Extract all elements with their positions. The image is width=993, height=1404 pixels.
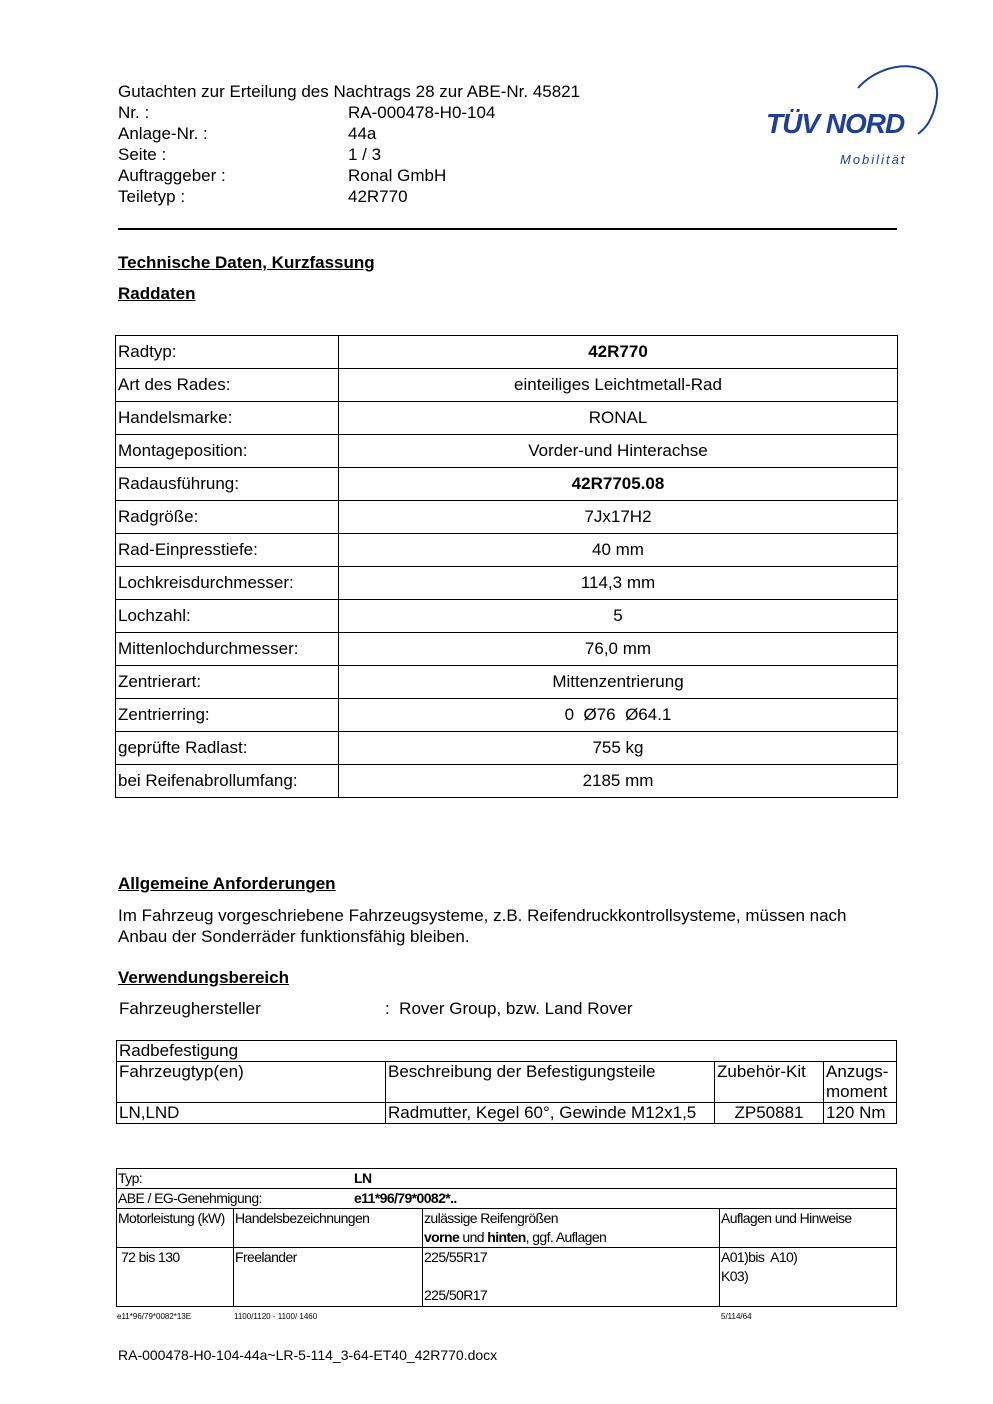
col-header-beschreibung: Beschreibung der Befestigungsteile — [386, 1062, 715, 1103]
col-header-fahrzeugtyp: Fahrzeugtyp(en) — [117, 1062, 386, 1103]
typ-footer-mid: 1100/1120 - 1100/ 1460 — [234, 1312, 318, 1321]
section-allgemeine-anforderungen: Allgemeine Anforderungen — [118, 874, 336, 893]
rad-label: Lochkreisdurchmesser: — [116, 567, 339, 600]
typ-footer-right: 5/114/64 — [721, 1312, 752, 1321]
rad-value: 0 Ø76 Ø64.1 — [339, 699, 898, 732]
rad-value: 76,0 mm — [339, 633, 898, 666]
cell-reifengroessen — [423, 1248, 720, 1307]
rad-label: Lochzahl: — [116, 600, 339, 633]
reifen-size-2: 225/50R17 — [424, 1287, 488, 1303]
logo-brand: TÜV NORD — [766, 108, 905, 139]
rad-label: Rad-Einpresstiefe: — [116, 534, 339, 567]
table-row — [117, 1248, 897, 1307]
rad-label: Radausführung: — [116, 468, 339, 501]
table-row — [117, 1103, 897, 1124]
col-header-reifengroessen — [423, 1209, 720, 1248]
cell-beschreibung: Radmutter, Kegel 60°, Gewinde M12x1,5 — [386, 1103, 715, 1124]
header-label-seite: Seite : — [118, 145, 167, 164]
section-raddaten: Raddaten — [118, 284, 196, 303]
rad-label: Art des Rades: — [116, 369, 339, 402]
col-header-anzugsmoment: Anzugs-moment — [824, 1062, 897, 1103]
abe-row — [117, 1189, 897, 1209]
radbefestigung-table — [116, 1040, 897, 1124]
typ-table — [116, 1168, 897, 1307]
table-row — [116, 567, 898, 600]
reifen-size-1: 225/55R17 — [424, 1249, 488, 1265]
rad-value: 42R770 — [339, 336, 898, 369]
rad-value: 2185 mm — [339, 765, 898, 798]
typ-value: LN — [354, 1170, 372, 1186]
header-label-auftraggeber: Auftraggeber : — [118, 166, 226, 185]
header-value-anlage: 44a — [348, 124, 377, 143]
rad-value: 755 kg — [339, 732, 898, 765]
table-row — [116, 666, 898, 699]
table-row — [116, 699, 898, 732]
fahrzeughersteller-value: : Rover Group, bzw. Land Rover — [385, 999, 633, 1018]
typ-footer-left: e11*96/79*0082*13E — [117, 1312, 192, 1321]
reifen-header-line1: zulässige Reifengrößen — [424, 1210, 558, 1226]
col-header-motorleistung: Motorleistung (kW) — [117, 1209, 234, 1248]
reifen-rest: , ggf. Auflagen — [525, 1229, 607, 1245]
rad-label: bei Reifenabrollumfang: — [116, 765, 339, 798]
rad-value: RONAL — [339, 402, 898, 435]
reifen-und: und — [459, 1229, 488, 1245]
rad-label: geprüfte Radlast: — [116, 732, 339, 765]
rad-value: Mittenzentrierung — [339, 666, 898, 699]
abe-label: ABE / EG-Genehmigung: — [118, 1190, 262, 1206]
table-row — [116, 402, 898, 435]
table-row — [117, 1062, 897, 1103]
rad-label: Zentrierring: — [116, 699, 339, 732]
section-technische-daten: Technische Daten, Kurzfassung — [118, 253, 375, 272]
typ-label: Typ: — [118, 1170, 143, 1186]
section-verwendungsbereich: Verwendungsbereich — [118, 968, 289, 987]
table-row — [117, 1189, 897, 1209]
reifen-hinten: hinten — [487, 1229, 526, 1245]
logo-subtitle: Mobilität — [840, 152, 907, 167]
header-label-teiletyp: Teiletyp : — [118, 187, 186, 206]
radbefestigung-title: Radbefestigung — [117, 1041, 897, 1062]
rad-label: Zentrierart: — [116, 666, 339, 699]
auflagen-2: K03) — [721, 1268, 749, 1284]
cell-auflagen — [720, 1248, 897, 1307]
table-row — [116, 600, 898, 633]
tuv-nord-logo — [766, 58, 941, 170]
table-row — [116, 501, 898, 534]
rad-value: einteiliges Leichtmetall-Rad — [339, 369, 898, 402]
rad-label: Mittenlochdurchmesser: — [116, 633, 339, 666]
table-row — [116, 369, 898, 402]
rad-value: 40 mm — [339, 534, 898, 567]
col-header-auflagen: Auflagen und Hinweise — [720, 1209, 897, 1248]
table-row — [116, 732, 898, 765]
reifen-header-line2 — [424, 1228, 718, 1247]
cell-motorleistung: 72 bis 130 — [117, 1248, 234, 1307]
table-row — [117, 1041, 897, 1062]
typ-row — [117, 1169, 897, 1189]
rad-label: Radtyp: — [116, 336, 339, 369]
raddaten-table — [115, 335, 898, 798]
auflagen-1: A01)bis A10) — [721, 1249, 798, 1265]
cell-anzugsmoment: 120 Nm — [824, 1103, 897, 1124]
rad-value: Vorder-und Hinterachse — [339, 435, 898, 468]
header-value-auftraggeber: Ronal GmbH — [348, 166, 447, 185]
table-row — [116, 468, 898, 501]
header-divider — [118, 228, 897, 230]
table-row — [116, 336, 898, 369]
rad-label: Handelsmarke: — [116, 402, 339, 435]
abe-value: e11*96/79*0082*.. — [354, 1190, 457, 1206]
rad-value: 114,3 mm — [339, 567, 898, 600]
document-title: Gutachten zur Erteilung des Nachtrags 28 zur ABE-Nr. 45821 — [118, 82, 581, 101]
cell-handelsbezeichnung: Freelander — [234, 1248, 423, 1307]
table-row — [117, 1169, 897, 1189]
cell-zubehoer: ZP50881 — [715, 1103, 824, 1124]
header-value-seite: 1 / 3 — [348, 145, 382, 164]
col-header-zubehoer: Zubehör-Kit — [715, 1062, 824, 1103]
table-row — [117, 1209, 897, 1248]
rad-value: 7Jx17H2 — [339, 501, 898, 534]
rad-label: Radgröße: — [116, 501, 339, 534]
rad-value: 42R7705.08 — [339, 468, 898, 501]
rad-value: 5 — [339, 600, 898, 633]
header-value-nr: RA-000478-H0-104 — [348, 103, 496, 122]
header-label-anlage: Anlage-Nr. : — [118, 124, 208, 143]
allgemeine-text: Im Fahrzeug vorgeschriebene Fahrzeugsysteme, z.B. Reifendruckkontrollsysteme, müssen nach Anbau der Sonderräder funktionsfähig bleiben. — [118, 906, 847, 946]
reifen-vorne: vorne — [424, 1229, 460, 1245]
table-row — [116, 765, 898, 798]
fahrzeughersteller-label: Fahrzeughersteller — [119, 999, 261, 1018]
rad-label: Montageposition: — [116, 435, 339, 468]
header-value-teiletyp: 42R770 — [348, 187, 408, 206]
col-header-handelsbezeichnungen: Handelsbezeichnungen — [234, 1209, 423, 1248]
table-row — [116, 534, 898, 567]
cell-fahrzeugtyp: LN,LND — [117, 1103, 386, 1124]
table-row — [116, 435, 898, 468]
header-label-nr: Nr. : — [118, 103, 150, 122]
file-name: RA-000478-H0-104-44a~LR-5-114_3-64-ET40_42R770.docx — [118, 1347, 498, 1363]
table-row — [116, 633, 898, 666]
